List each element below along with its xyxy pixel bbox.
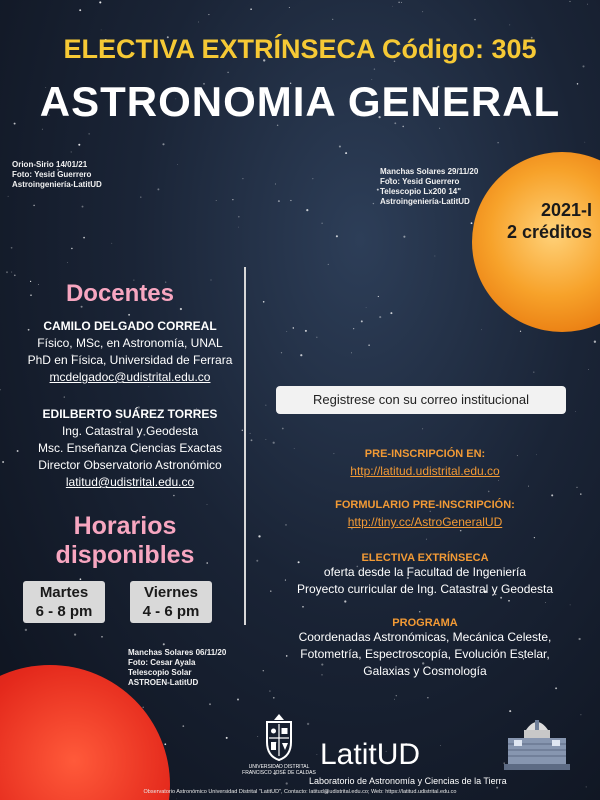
star (351, 353, 352, 354)
star (25, 629, 27, 631)
star (426, 539, 427, 540)
preinscripcion-section (250, 448, 600, 478)
teacher-degree: PhD en Física, Universidad de Ferrara (27, 353, 233, 367)
star (419, 611, 420, 612)
star (353, 328, 354, 329)
star (208, 14, 209, 15)
star (82, 206, 84, 208)
star (78, 144, 80, 146)
star (534, 537, 535, 538)
electiva-line: Proyecto curricular de Ing. Catastral y Geodesta (296, 582, 554, 596)
star (528, 486, 529, 487)
star (209, 703, 211, 705)
schedule-time: 4 - 6 pm (142, 603, 200, 620)
footer-contact: Observatorio Astronómico Universidad Distrital "LatitUD", Contacto: latitud@udistrital.edu.co; Web: https://latitud.udistrital.edu.co (143, 789, 457, 795)
schedule-time: 6 - 8 pm (35, 603, 93, 620)
star (278, 200, 280, 202)
university-crest-icon (262, 712, 296, 762)
star (481, 329, 482, 330)
star (80, 578, 82, 580)
star (128, 314, 130, 316)
star (520, 331, 521, 332)
observatory-icon (504, 712, 570, 774)
star (460, 530, 462, 532)
star (286, 331, 287, 332)
star (67, 262, 68, 263)
programa-line: Coordenadas Astronómicas, Mecánica Celeste, (298, 630, 552, 644)
semester-info (480, 199, 592, 243)
star (403, 236, 405, 238)
star (6, 271, 8, 273)
star (305, 330, 307, 332)
star (440, 745, 441, 746)
star (594, 341, 596, 343)
electiva-line: oferta desde la Facultad de Ingeniería (323, 565, 527, 579)
star (345, 152, 347, 154)
star (282, 428, 284, 430)
star (508, 600, 510, 602)
star (266, 439, 267, 440)
preinscripcion-heading: PRE-INSCRIPCIÓN EN: (364, 448, 486, 460)
star (439, 128, 440, 129)
star (427, 697, 428, 698)
programa-line: Fotometría, Espectroscopía, Evolución Estelar, (300, 647, 550, 661)
star (586, 786, 587, 787)
star (11, 272, 12, 273)
star (313, 178, 314, 179)
horarios-heading (0, 512, 250, 570)
star (242, 178, 243, 179)
teacher-name: EDILBERTO SUÁREZ TORRES (42, 407, 218, 421)
star (398, 2, 399, 3)
credit-line: Foto: Yesid Guerrero (380, 177, 460, 186)
star (101, 30, 102, 31)
star (551, 494, 553, 496)
credit-line: Telescopio Lx200 14" (380, 187, 462, 196)
programa-line: Galaxias y Cosmología (363, 664, 487, 678)
star (101, 636, 103, 638)
star (238, 216, 240, 218)
star (273, 442, 275, 444)
teacher-degree: Ing. Catastral y Geodesta (61, 424, 199, 438)
university-name-line: UNIVERSIDAD DISTRITAL (248, 764, 310, 770)
star (286, 782, 288, 784)
star (422, 429, 423, 430)
credit-line: Foto: Yesid Guerrero (12, 170, 92, 179)
star (377, 189, 379, 191)
poster-title: ASTRONOMIA GENERAL (39, 78, 561, 125)
photo-credit-sun-top (380, 167, 478, 207)
star (290, 200, 291, 201)
credit-line: Orion-Sirio 14/01/21 (12, 160, 88, 169)
star (227, 72, 229, 74)
star (177, 164, 178, 165)
horarios-heading-line: disponibles (55, 541, 195, 569)
star (378, 296, 379, 297)
electiva-section (250, 552, 600, 598)
header-subtitle: ELECTIVA EXTRÍNSECA Código: 305 (63, 34, 537, 64)
docentes-heading: Docentes (65, 280, 175, 307)
latitud-logo-text: LatitUD (320, 738, 421, 771)
star (238, 227, 239, 228)
semester-period: 2021-I (540, 200, 592, 220)
star (273, 697, 275, 699)
teacher-email-link[interactable]: latitud@udistrital.edu.co (65, 475, 195, 489)
teacher-degree: Físico, MSc, en Astronomía, UNAL (37, 336, 223, 350)
star (83, 237, 85, 239)
formulario-heading: FORMULARIO PRE-INSCRIPCIÓN: (335, 499, 515, 511)
star (176, 799, 177, 800)
star (302, 606, 304, 608)
star (79, 9, 81, 11)
credit-line: Telescopio Solar (128, 668, 192, 677)
star (0, 389, 1, 390)
star (316, 337, 317, 338)
star (42, 129, 43, 130)
credit-line: Foto: Cesar Ayala (128, 658, 196, 667)
star (148, 386, 149, 387)
star (269, 690, 270, 691)
latitud-subtitle: Laboratorio de Astronomía y Ciencias de la Tierra (309, 776, 507, 786)
star (498, 480, 499, 481)
star (588, 369, 589, 370)
star (509, 25, 510, 26)
teacher-name: CAMILO DELGADO CORREAL (43, 319, 217, 333)
star (281, 352, 282, 353)
star (99, 1, 101, 3)
star (307, 723, 309, 725)
photo-credit-sun-bottom (128, 648, 226, 688)
star (366, 307, 367, 308)
star (157, 188, 159, 190)
star (250, 8, 252, 10)
star (471, 222, 473, 224)
star (422, 11, 423, 12)
star (226, 737, 228, 739)
star (71, 151, 72, 152)
star (258, 535, 260, 537)
star (317, 754, 318, 755)
schedule-slot-viernes (130, 581, 212, 623)
star (569, 1, 570, 2)
photo-credit-orion (12, 160, 102, 190)
star (180, 308, 182, 310)
star (344, 600, 346, 602)
star (373, 203, 374, 204)
star (207, 504, 208, 505)
star (435, 256, 436, 257)
university-name (240, 764, 318, 776)
star (584, 142, 585, 143)
star (336, 235, 338, 237)
electiva-heading: ELECTIVA EXTRÍNSECA (361, 552, 489, 564)
star (555, 687, 557, 689)
star (300, 354, 302, 356)
star (237, 699, 239, 701)
teacher-degree: Msc. Enseñanza Ciencias Exactas (37, 441, 223, 455)
horarios-heading-line: Horarios (73, 512, 177, 540)
star (275, 184, 276, 185)
star (474, 19, 475, 20)
star (328, 264, 329, 265)
star (8, 196, 9, 197)
star (71, 248, 72, 249)
star (368, 344, 369, 345)
star (33, 205, 35, 207)
teacher-email-link[interactable]: mcdelgadoc@udistrital.edu.co (49, 370, 211, 384)
schedule-day: Martes (39, 584, 89, 601)
star (257, 736, 258, 737)
star (306, 209, 308, 211)
formulario-section (250, 499, 600, 529)
teacher-role: Director Observatorio Astronómico (38, 458, 222, 472)
star (390, 312, 392, 314)
star (570, 605, 571, 606)
teacher-1 (0, 318, 260, 386)
star (580, 493, 581, 494)
star (89, 133, 90, 134)
star (140, 196, 141, 197)
star (576, 487, 577, 488)
credit-line: Manchas Solares 06/11/20 (128, 648, 227, 657)
star (198, 22, 199, 23)
star (164, 743, 166, 745)
star (182, 725, 184, 727)
star (111, 243, 112, 244)
star (580, 714, 581, 715)
star (263, 301, 265, 303)
star (379, 316, 381, 318)
schedule-day: Viernes (144, 584, 198, 601)
star (401, 2, 402, 3)
star (11, 247, 13, 249)
star (533, 371, 534, 372)
programa-section (250, 617, 600, 680)
university-name-line: FRANCISCO JOSÉ DE CALDAS (242, 770, 316, 776)
star (163, 643, 165, 645)
star (289, 7, 290, 8)
star (293, 327, 294, 328)
schedule-slot-martes (23, 581, 105, 623)
credit-line: Astroingeniería-LatitUD (380, 197, 470, 206)
preinscripcion-link[interactable]: http://latitud.udistrital.edu.co (350, 464, 500, 478)
star (587, 4, 588, 5)
star (582, 65, 584, 67)
star (266, 405, 267, 406)
star (575, 411, 576, 412)
star (173, 495, 175, 497)
star (14, 274, 16, 276)
teacher-2 (0, 406, 260, 491)
star (162, 143, 164, 145)
star (396, 695, 397, 696)
star (64, 396, 65, 397)
programa-heading: PROGRAMA (392, 617, 458, 629)
star (545, 602, 546, 603)
credit-line: Astroingeniería-LatitUD (12, 180, 102, 189)
star (394, 699, 395, 700)
star (216, 200, 217, 201)
star (497, 142, 498, 143)
star (392, 6, 393, 7)
star (374, 68, 375, 69)
register-notice: Registrese con su correo institucional (276, 386, 566, 414)
star (488, 491, 490, 493)
star (332, 19, 333, 20)
star (232, 199, 233, 200)
star (74, 633, 76, 635)
semester-credits: 2 créditos (506, 222, 592, 242)
star (339, 145, 341, 147)
credit-line: ASTROEN-LatitUD (128, 678, 199, 687)
star (321, 223, 322, 224)
credit-line: Manchas Solares 29/11/20 (380, 167, 479, 176)
star (361, 320, 363, 322)
formulario-link[interactable]: http://tiny.cc/AstroGeneralUD (347, 515, 503, 529)
